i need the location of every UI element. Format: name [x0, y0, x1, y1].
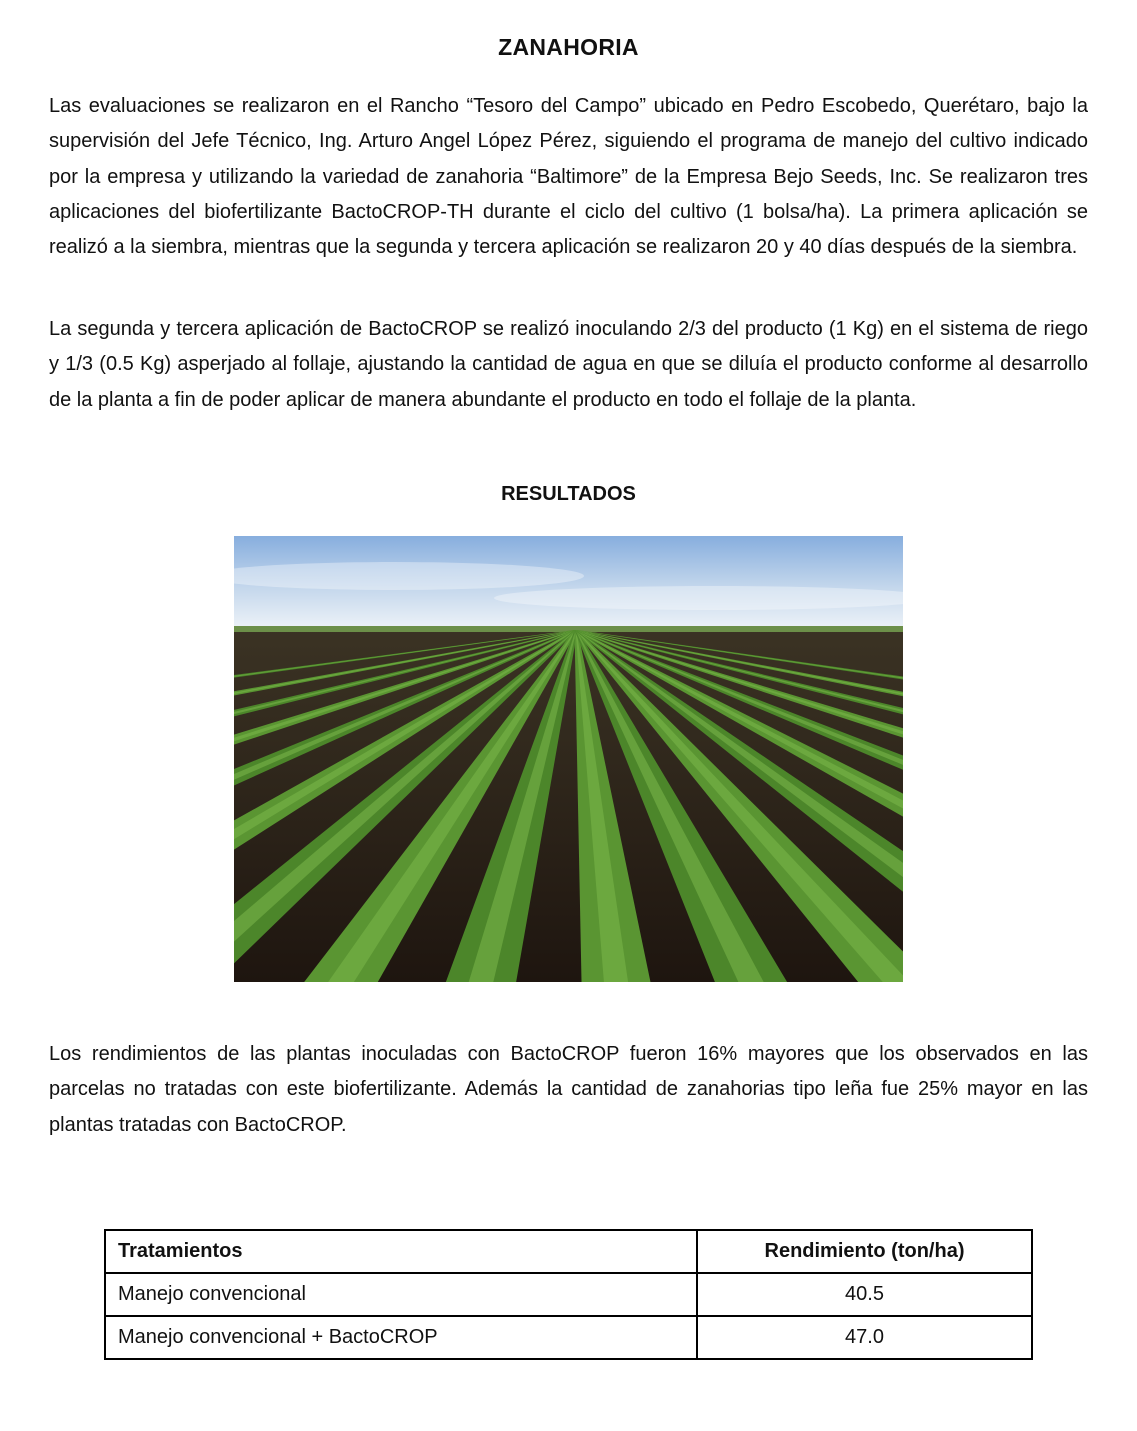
yield-table — [104, 1229, 1033, 1360]
intro-paragraph: Las evaluaciones se realizaron en el Rancho “Tesoro del Campo” ubicado en Pedro Escobedo, Querétaro, bajo la supervisión del Jefe Técnico, Ing. Arturo Angel López Pérez, siguiendo el programa de manejo del cultivo indicado por la empresa y utilizando la variedad de zanahoria “Baltimore” de la Empresa Bejo Seeds, Inc. Se realizaron tres aplicaciones del biofertilizante BactoCROP-TH durante el ciclo del cultivo (1 bolsa/ha). La primera aplicación se realizó a la siembra, mientras que la segunda y tercera aplicación se realizaron 20 y 40 días después de la siembra. — [49, 95, 1088, 259]
yield-cell: 47.0 — [697, 1316, 1032, 1359]
header-rendimiento: Rendimiento (ton/ha) — [697, 1230, 1032, 1273]
yield-cell: 40.5 — [697, 1273, 1032, 1316]
application-paragraph: La segunda y tercera aplicación de BactoCROP se realizó inoculando 2/3 del producto (1 Kg) en el sistema de riego y 1/3 (0.5 Kg) asperjado al follaje, ajustando la cantidad de agua en que se diluía el producto conforme al desarrollo de la planta a fin de poder aplicar de manera abundante el producto en todo el follaje de la planta. — [49, 318, 1088, 411]
results-heading: RESULTADOS — [501, 483, 636, 505]
table-row — [105, 1316, 1032, 1359]
treatment-cell: Manejo convencional — [105, 1273, 697, 1316]
carrot-field-photo — [234, 536, 903, 982]
page-title: ZANAHORIA — [498, 34, 639, 60]
table-row — [105, 1273, 1032, 1316]
header-tratamientos: Tratamientos — [105, 1230, 697, 1273]
table-header-row — [105, 1230, 1032, 1273]
results-paragraph: Los rendimientos de las plantas inoculadas con BactoCROP fueron 16% mayores que los observados en las parcelas no tratadas con este biofertilizante. Además la cantidad de zanahorias tipo leña fue 25% mayor en las plantas tratadas con BactoCROP. — [49, 1043, 1088, 1136]
treatment-cell: Manejo convencional + BactoCROP — [105, 1316, 697, 1359]
